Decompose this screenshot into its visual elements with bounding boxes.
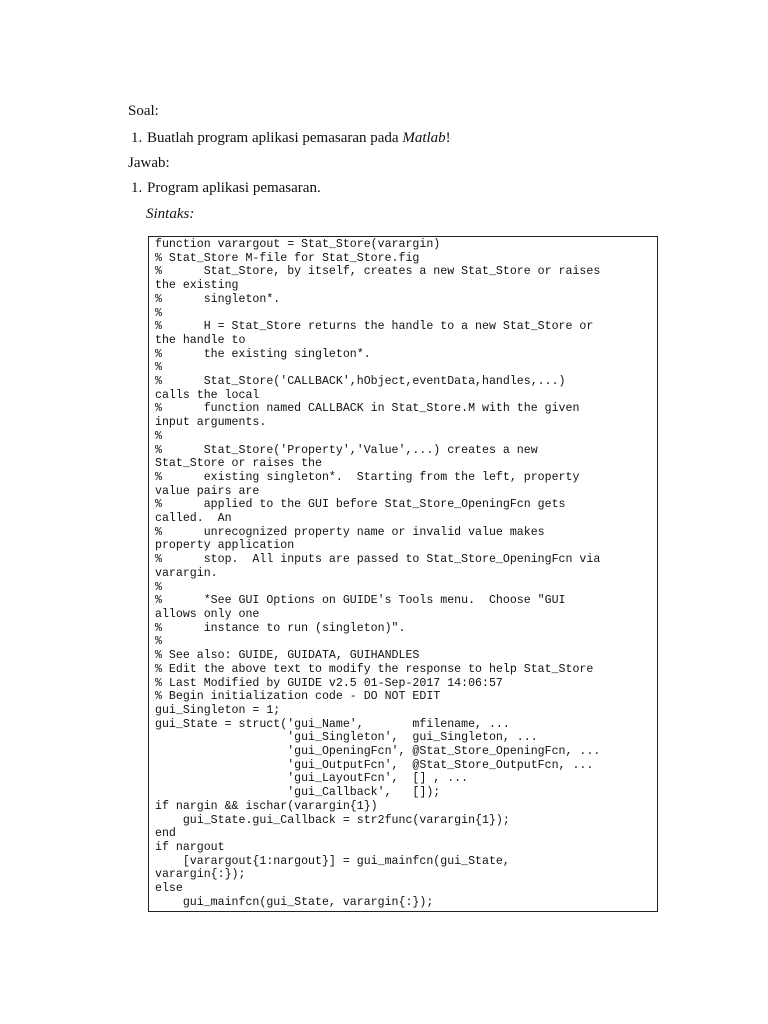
code-line: else (155, 882, 183, 896)
sintaks-label: Sintaks: (146, 206, 195, 222)
code-line: % (155, 429, 162, 443)
code-line: value pairs are (155, 484, 260, 498)
code-line: gui_State = struct('gui_Name', mfilename, ... (155, 717, 510, 731)
code-line: input arguments. (155, 416, 267, 430)
code-line: % singleton*. (155, 292, 281, 306)
jawab-label: Jawab: (128, 155, 170, 171)
code-line: % (155, 361, 162, 375)
code-line: called. An (155, 512, 232, 526)
code-line: 'gui_OutputFcn', @Stat_Store_OutputFcn, ... (155, 758, 594, 772)
code-line: allows only one (155, 607, 260, 621)
code-line: gui_State.gui_Callback = str2func(varargin{1}); (155, 813, 510, 827)
code-line: [varargout{1:nargout}] = gui_mainfcn(gui_State, (155, 854, 510, 868)
code-line: % applied to the GUI before Stat_Store_OpeningFcn gets (155, 498, 566, 512)
code-line: 'gui_Singleton', gui_Singleton, ... (155, 731, 538, 745)
code-line: % Stat_Store M-file for Stat_Store.fig (155, 251, 420, 265)
soal-label: Soal: (128, 103, 159, 119)
code-line: 'gui_Callback', []); (155, 786, 441, 800)
code-line: varargin{:}); (155, 868, 246, 882)
code-line: % unrecognized property name or invalid value makes (155, 525, 545, 539)
answer-text: Program aplikasi pemasaran. (147, 180, 321, 196)
code-line: 'gui_LayoutFcn', [] , ... (155, 772, 469, 786)
code-line: gui_mainfcn(gui_State, varargin{:}); (155, 895, 434, 909)
code-line: 'gui_OpeningFcn', @Stat_Store_OpeningFcn, ... (155, 745, 601, 759)
code-line: % Stat_Store, by itself, creates a new Stat_Store or raises (155, 265, 601, 279)
code-line: % Stat_Store('Property','Value',...) creates a new (155, 443, 538, 457)
answer-number: 1. (131, 180, 143, 196)
question-item (131, 129, 451, 147)
answer-item (131, 179, 321, 197)
code-line: % (155, 306, 162, 320)
code-line: the handle to (155, 333, 246, 347)
code-line: if nargin && ischar(varargin{1}) (155, 799, 378, 813)
code-listing (148, 236, 658, 912)
code-line: % Last Modified by GUIDE v2.5 01-Sep-2017 14:06:57 (155, 676, 503, 690)
question-text-italic: Matlab (402, 130, 446, 146)
code-line: % instance to run (singleton)". (155, 621, 406, 635)
code-line: % H = Stat_Store returns the handle to a new Stat_Store or (155, 320, 594, 334)
code-line: % (155, 580, 162, 594)
code-line: varargin. (155, 566, 218, 580)
code-line: % existing singleton*. Starting from the left, property (155, 470, 580, 484)
code-line: Stat_Store or raises the (155, 457, 322, 471)
code-line: the existing (155, 279, 239, 293)
code-line: function varargout = Stat_Store(varargin) (155, 238, 441, 251)
code-line: end (155, 827, 176, 841)
code-line: % Begin initialization code - DO NOT EDIT (155, 690, 441, 704)
code-line: gui_Singleton = 1; (155, 703, 281, 717)
code-line: if nargout (155, 840, 225, 854)
code-line: property application (155, 539, 295, 553)
code-line: % (155, 635, 162, 649)
code-line: % See also: GUIDE, GUIDATA, GUIHANDLES (155, 649, 420, 663)
question-number: 1. (131, 130, 143, 146)
code-line: % Stat_Store('CALLBACK',hObject,eventData,handles,...) (155, 375, 566, 389)
code-line: % Edit the above text to modify the response to help Stat_Store (155, 662, 594, 676)
code-line: % function named CALLBACK in Stat_Store.M with the given (155, 402, 580, 416)
code-line: % *See GUI Options on GUIDE's Tools menu. Choose "GUI (155, 594, 566, 608)
question-text: Buatlah program aplikasi pemasaran pada (147, 130, 403, 146)
code-line: calls the local (155, 388, 260, 402)
question-text-end: ! (445, 130, 451, 146)
code-line: % the existing singleton*. (155, 347, 371, 361)
code-line: % stop. All inputs are passed to Stat_Store_OpeningFcn via (155, 553, 601, 567)
